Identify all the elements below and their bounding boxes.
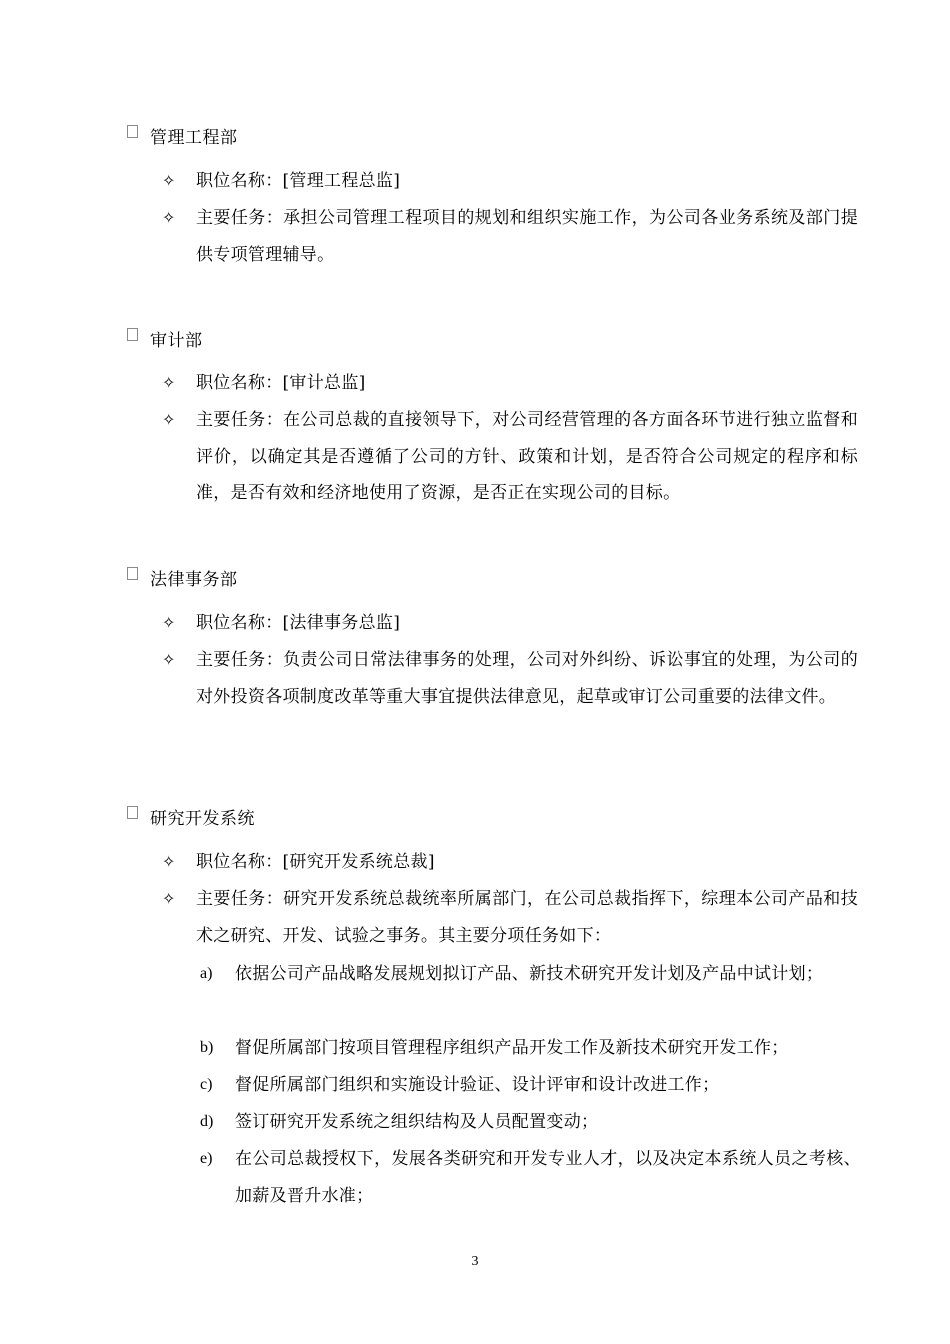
section-heading-text: 管理工程部: [150, 127, 238, 148]
diamond-bullet-icon: ✧: [162, 208, 176, 227]
subtask-letter: e): [200, 1150, 213, 1167]
position-text: 职位名称：[审计总监]: [196, 373, 366, 393]
subtask-text: 督促所属部门组织和实施设计验证、设计评审和设计改进工作；: [235, 1075, 720, 1095]
subtask-text: 签订研究开发系统之组织结构及人员配置变动；: [235, 1112, 599, 1132]
checkbox-icon: [127, 806, 138, 819]
task-text: 主要任务：承担公司管理工程项目的规划和组织实施工作，为公司各业务系统及部门提供专项管理辅导。: [196, 208, 858, 265]
diamond-bullet-icon: ✧: [162, 650, 176, 669]
checkbox-icon: [127, 125, 138, 138]
subtask-text: 在公司总裁授权下，发展各类研究和开发专业人才，以及决定本系统人员之考核、加薪及晋升水准；: [235, 1149, 861, 1206]
subtask-letter: b): [200, 1039, 214, 1056]
diamond-bullet-icon: ✧: [162, 852, 176, 871]
diamond-bullet-icon: ✧: [162, 613, 176, 632]
page-number: 3: [471, 1254, 479, 1269]
subtask-text: 依据公司产品战略发展规划拟订产品、新技术研究开发计划及产品中试计划；: [235, 964, 824, 984]
subtask-text: 督促所属部门按项目管理程序组织产品开发工作及新技术研究开发工作；: [235, 1038, 789, 1058]
checkbox-icon: [127, 328, 138, 341]
diamond-bullet-icon: ✧: [162, 889, 176, 908]
section-heading: [127, 123, 238, 147]
subtask-letter: a): [200, 965, 213, 982]
position-text: 职位名称：[研究开发系统总裁]: [196, 852, 435, 872]
section-heading-text: 法律事务部: [150, 569, 238, 590]
checkbox-icon: [127, 567, 138, 580]
section-heading-text: 审计部: [150, 330, 203, 351]
subtask-letter: d): [200, 1113, 214, 1130]
position-text: 职位名称：[管理工程总监]: [196, 171, 401, 191]
diamond-bullet-icon: ✧: [162, 410, 176, 429]
task-text: 主要任务：在公司总裁的直接领导下，对公司经营管理的各方面各环节进行独立监督和评价，以确定其是否遵循了公司的方针、政策和计划，是否符合公司规定的程序和标准，是否有效和经济地使用了资源，是否正在实现公司的目标。: [196, 410, 858, 503]
section-heading: [127, 326, 203, 350]
subtask-letter: c): [200, 1076, 213, 1093]
section-heading-text: 研究开发系统: [150, 808, 255, 829]
section-heading: [127, 804, 255, 828]
diamond-bullet-icon: ✧: [162, 373, 176, 392]
task-text: 主要任务：负责公司日常法律事务的处理，公司对外纠纷、诉讼事宜的处理，为公司的对外投资各项制度改革等重大事宜提供法律意见，起草或审订公司重要的法律文件。: [196, 650, 858, 707]
task-text: 主要任务：研究开发系统总裁统率所属部门，在公司总裁指挥下，综理本公司产品和技术之研究、开发、试验之事务。其主要分项任务如下：: [196, 889, 858, 946]
position-text: 职位名称：[法律事务总监]: [196, 613, 401, 633]
diamond-bullet-icon: ✧: [162, 171, 176, 190]
section-heading: [127, 565, 238, 589]
